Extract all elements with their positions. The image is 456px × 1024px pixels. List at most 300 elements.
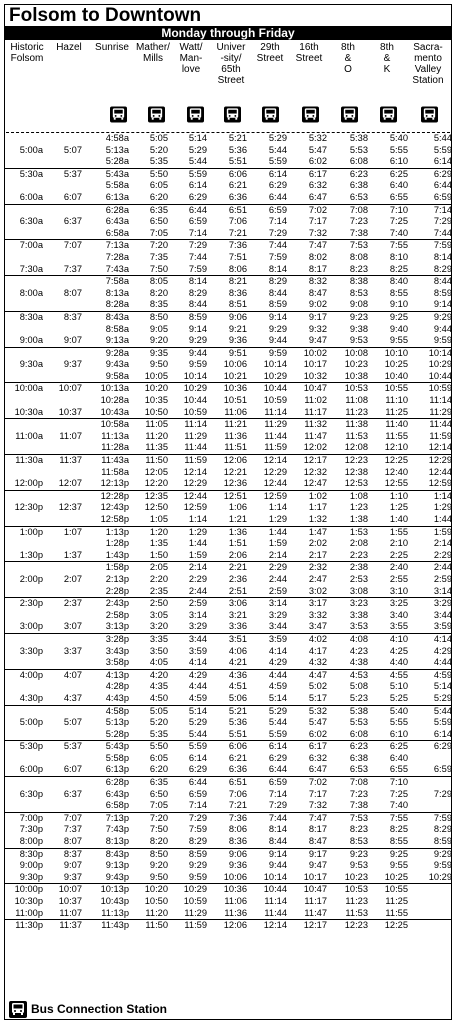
time-cell: 3:00p [19,621,43,632]
time-cell: 9:43a [105,359,129,370]
time-cell: 8:32 [287,276,327,288]
time-cell: 4:13p [82,669,129,681]
table-row [5,657,452,669]
time-cell: 7:23 [349,788,368,799]
time-cell: 9:08 [349,299,368,310]
time-cell: 6:38 [349,180,368,191]
time-cell: 7:55 [368,240,408,252]
time-cell: 5:02 [308,681,327,692]
time-cell: 4:02 [287,633,327,645]
time-cell: 11:44 [264,430,287,441]
time-cell: 12:44 [428,466,452,477]
time-cell: 7:07 [43,240,82,252]
time-cell: 12:23 [327,455,368,467]
time-cell: 1:14 [268,502,287,513]
time-cell: 2:20 [149,573,168,584]
time-cell [5,156,43,168]
time-cell: 6:59 [188,788,207,799]
time-cell [43,419,82,431]
time-cell: 9:40 [389,323,408,334]
table-row [5,502,452,514]
time-cell: 10:53 [327,884,368,896]
time-cell: 6:07 [63,191,82,202]
table-row [5,407,452,419]
time-cell: 8:47 [308,836,327,847]
time-cell: 7:32 [308,800,327,811]
time-cell: 12:06 [207,920,247,932]
time-cell: 12:38 [344,466,368,477]
time-cell: 12:14 [183,466,207,477]
time-cell [5,133,43,145]
time-cell: 6:37 [63,216,82,227]
time-cell: 3:38 [349,609,368,620]
time-cell: 7:55 [368,812,408,824]
time-cell: 11:25 [385,896,408,906]
time-cell: 4:10 [368,633,408,645]
time-cell: 9:00a [19,335,43,346]
time-cell: 9:59 [247,347,287,359]
time-cell: 7:13a [82,240,129,252]
time-cell: 11:25 [385,406,408,417]
time-cell: 8:14 [168,276,207,288]
time-cell: 12:55 [384,478,408,489]
time-cell: 11:35 [145,442,168,453]
time-cell: 12:29 [183,478,207,489]
time-cell: 11:50 [129,920,168,932]
time-cell: 10:02 [287,347,327,359]
time-cell [5,753,43,765]
time-cell [43,753,82,765]
time-cell: 6:37 [63,788,82,799]
time-cell: 12:51 [207,490,247,502]
time-cell: 11:13p [101,907,129,918]
time-cell: 8:21 [207,276,247,288]
time-cell: 11:21 [207,419,247,431]
time-cell: 8:25 [389,263,408,274]
time-cell: 1:59 [268,538,287,549]
time-cell: 10:29 [168,383,207,395]
time-cell: 1:30p [19,549,43,560]
time-cell: 4:14 [408,633,452,645]
time-cell: 10:25 [384,359,408,370]
time-cell [43,514,82,526]
time-cell: 5:44 [268,717,287,728]
time-cell [43,681,82,693]
time-cell: 8:50 [129,311,168,323]
time-cell [43,442,82,454]
time-cell: 1:28p [105,538,129,549]
time-cell: 8:07 [63,287,82,298]
table-row [5,288,452,300]
table-row [5,371,452,383]
time-cell: 11:59 [168,455,207,467]
time-cell: 4:07 [43,669,82,681]
time-cell: 6:59 [433,191,452,202]
time-cell: 9:14 [247,848,287,860]
time-cell [5,419,43,431]
time-cell: 11:08 [345,395,368,406]
time-cell: 12:13p [100,478,129,489]
time-cell: 5:58p [105,752,129,763]
time-cell: 9:13p [105,860,129,871]
time-cell: 10:29 [168,884,207,896]
time-cell: 3:59 [247,633,287,645]
time-cell: 6:17 [287,168,327,180]
time-cell: 5:05 [149,133,168,143]
time-cell: 2:29 [188,573,207,584]
time-cell: 4:38 [349,657,368,668]
time-cell: 6:32 [308,180,327,191]
time-cell: 6:05 [149,752,168,763]
time-cell: 2:53 [349,573,368,584]
time-cell [43,324,82,336]
time-cell: 2:40 [368,562,408,574]
time-cell [43,371,82,383]
time-cell: 7:21 [228,227,247,238]
time-cell: 12:02 [303,442,327,453]
time-cell: 1:13p [82,526,129,538]
time-cell: 6:10 [389,728,408,739]
time-cell: 6:17 [287,741,327,753]
time-cell: 11:14 [429,395,452,406]
time-cell: 5:55 [389,717,408,728]
time-cell: 1:14 [188,514,207,524]
time-cell: 1:00p [5,526,43,538]
time-cell: 10:37 [58,896,82,906]
time-cell: 12:59 [247,490,287,502]
table-row [5,669,452,681]
bus-icon [262,106,279,123]
time-cell: 8:02 [308,251,327,262]
table-row [5,156,452,168]
time-cell: 9:35 [129,347,168,359]
time-cell: 11:53 [345,907,368,918]
time-cell: 10:43p [100,896,129,906]
time-cell: 8:29 [188,836,207,847]
time-cell: 5:10 [389,681,408,692]
time-cell: 6:08 [349,728,368,739]
time-cell: 1:07 [43,526,82,538]
time-cell: 7:17 [308,788,327,799]
time-cell: 3:43p [105,645,129,656]
time-cell: 10:37 [58,406,82,417]
table-row [5,359,452,371]
time-cell [43,156,82,168]
time-cell: 9:59 [188,359,207,370]
time-cell: 8:05 [129,276,168,288]
time-cell: 5:51 [228,728,247,739]
time-cell: 8:13p [105,836,129,847]
table-row [5,729,452,741]
time-cell [43,633,82,645]
time-cell: 9:37 [63,871,82,882]
time-cell: 8:20 [149,836,168,847]
time-cell: 5:58a [105,180,129,191]
time-cell: 12:28p [82,490,129,502]
table-row [5,383,452,395]
table-row [5,621,452,633]
time-cell: 11:00p [15,907,43,918]
time-cell: 11:20 [145,907,168,918]
time-cell: 3:14 [247,598,287,610]
time-cell: 6:25 [368,168,408,180]
time-cell: 9:53 [349,860,368,871]
time-cell: 3:59 [433,621,452,632]
time-cell: 11:13a [101,430,129,441]
time-cell: 7:36 [207,240,247,252]
column-header: 29th Street [256,42,284,64]
time-cell: 6:36 [228,191,247,202]
time-cell: 4:53 [327,669,368,681]
time-cell: 10:10 [368,347,408,359]
time-cell: 10:59 [408,383,452,395]
table-row [5,419,452,431]
time-cell: 3:02 [308,585,327,596]
time-cell [5,800,43,812]
time-cell: 6:14 [433,156,452,167]
table-row [5,884,452,896]
time-cell: 12:58p [100,514,129,524]
time-cell: 6:23 [327,741,368,753]
time-cell: 6:43a [105,216,129,227]
time-cell: 7:59 [188,263,207,274]
time-cell: 10:07 [43,884,82,896]
time-cell: 6:58a [105,227,129,238]
time-cell: 2:37 [43,598,82,610]
time-cell [5,204,43,216]
time-cell: 2:51 [228,585,247,596]
time-cell: 6:14 [247,741,287,753]
time-cell: 4:29 [268,657,287,668]
table-row [5,717,452,729]
time-cell: 10:58a [82,419,129,431]
time-cell: 10:30p [14,896,43,906]
time-cell: 8:30p [5,848,43,860]
time-cell: 6:36 [228,764,247,775]
time-cell: 9:13a [105,335,129,346]
time-cell: 9:25 [368,848,408,860]
time-cell: 1:51 [228,538,247,549]
time-cell: 6:55 [389,764,408,775]
time-cell: 10:21 [223,370,247,381]
table-row [5,860,452,872]
time-cell: 8:44 [268,836,287,847]
time-cell: 4:59 [188,692,207,703]
time-cell: 1:43p [105,549,129,560]
time-cell: 8:30a [5,311,43,323]
table-row [5,681,452,693]
time-cell: 7:25 [389,788,408,799]
time-cell: 12:29 [263,466,287,477]
table-row [5,789,452,801]
time-cell: 4:25 [389,645,408,656]
time-cell [5,324,43,336]
time-cell [408,920,452,932]
table-row [5,872,452,884]
time-cell: 7:29 [433,788,452,799]
time-cell: 6:40 [389,752,408,763]
time-cell: 3:44 [268,621,287,632]
time-cell: 5:32 [287,705,327,717]
time-cell: 10:59 [263,395,287,406]
time-cell: 5:40 [368,705,408,717]
time-cell: 6:05 [149,180,168,191]
time-cell: 11:00a [15,430,43,441]
time-cell: 10:32 [303,370,327,381]
table-row [5,598,452,610]
time-cell [43,586,82,598]
time-cell: 3:35 [129,633,168,645]
time-cell [408,753,452,765]
time-cell: 12:44 [263,478,287,489]
time-cell: 8:35 [149,299,168,310]
table-row [5,526,452,538]
time-cell: 7:23 [349,216,368,227]
time-cell [5,371,43,383]
time-cell: 6:02 [308,728,327,739]
table-row [5,836,452,848]
time-cell: 9:44 [168,347,207,359]
time-cell: 10:14 [263,871,287,882]
time-cell: 4:06 [228,645,247,656]
time-cell: 5:44 [268,144,287,155]
time-cell: 8:25 [389,824,408,835]
time-cell: 9:30p [19,871,43,882]
time-cell: 11:37 [43,455,82,467]
time-cell: 5:29 [433,692,452,703]
time-cell: 6:51 [207,204,247,216]
time-cell: 7:59 [408,240,452,252]
time-cell: 10:23 [344,871,368,882]
time-cell: 9:02 [308,299,327,310]
table-row [5,192,452,204]
time-cell: 4:43p [105,692,129,703]
time-cell: 11:55 [385,907,408,918]
time-cell: 8:28a [105,299,129,310]
time-cell: 9:36 [228,860,247,871]
time-cell: 2:36 [228,573,247,584]
time-cell: 12:14 [247,455,287,467]
time-cell: 12:29 [408,455,452,467]
time-cell: 6:51 [207,777,247,789]
service-days-banner: Monday through Friday [5,26,451,40]
time-cell: 2:28p [105,585,129,596]
table-row [5,633,452,645]
time-cell: 2:10 [389,538,408,549]
time-cell: 8:07 [63,836,82,847]
time-cell: 9:50 [149,871,168,882]
time-cell: 10:06 [223,871,247,882]
time-cell: 6:38 [349,752,368,763]
time-cell [43,538,82,550]
table-row [5,514,452,526]
table-row [5,442,452,454]
time-cell: 10:14 [408,347,452,359]
time-cell: 2:29 [247,562,287,574]
time-cell: 6:35 [129,204,168,216]
time-cell: 1:29 [433,502,452,513]
time-cell: 9:23 [327,311,368,323]
time-cell: 4:44 [188,681,207,692]
page-title: Folsom to Downtown [9,5,202,26]
time-cell: 5:40 [389,133,408,143]
time-cell: 2:00p [19,573,43,584]
time-cell: 6:13p [105,764,129,775]
time-cell: 11:28a [101,442,129,453]
time-cell: 5:29 [188,717,207,728]
time-cell: 6:43p [105,788,129,799]
time-cell: 7:30p [19,824,43,835]
time-cell: 3:53 [349,621,368,632]
time-cell: 12:17 [287,920,327,932]
time-cell: 2:29 [433,549,452,560]
table-row [5,574,452,586]
time-cell: 7:43p [105,824,129,835]
time-cell: 11:17 [304,406,327,417]
table-row [5,145,452,157]
time-cell [5,347,43,359]
time-cell: 9:23 [327,848,368,860]
time-cell: 4:40 [389,657,408,668]
time-cell: 4:30p [19,692,43,703]
time-cell: 5:14 [188,133,207,143]
time-cell: 7:13p [82,812,129,824]
time-cell: 9:32 [308,323,327,334]
time-cell: 6:21 [228,180,247,191]
time-cell: 7:50 [149,263,168,274]
time-cell: 5:37 [43,168,82,180]
table-row [5,299,452,311]
time-cell: 7:14 [408,204,452,216]
time-cell [5,538,43,550]
column-header: 8th & K [380,42,394,75]
time-cell: 8:06 [228,263,247,274]
time-cell: 2:23 [349,549,368,560]
bus-icon [148,106,165,123]
time-cell: 1:53 [327,526,368,538]
time-cell: 8:50 [129,848,168,860]
time-cell: 10:44 [247,884,287,896]
time-cell: 6:47 [308,764,327,775]
time-cell: 1:25 [389,502,408,513]
time-cell: 10:05 [144,370,168,381]
time-cell: 5:23 [349,692,368,703]
time-cell [43,347,82,359]
time-cell: 12:32 [303,466,327,477]
time-cell [408,884,452,896]
time-cell: 6:13a [105,191,129,202]
time-cell: 4:00p [5,669,43,681]
time-cell: 5:32 [308,133,327,143]
time-cell: 11:30a [5,455,43,467]
time-cell: 2:32 [287,562,327,574]
time-cell: 10:07 [43,383,82,395]
time-cell: 2:30p [5,598,43,610]
time-cell: 8:55 [389,836,408,847]
time-cell: 1:44 [247,526,287,538]
table-row [5,562,452,574]
time-cell: 3:08 [349,585,368,596]
time-cell: 6:53 [349,764,368,775]
time-cell: 9:38 [349,323,368,334]
time-cell: 2:21 [207,562,247,574]
time-cell: 12:40 [384,466,408,477]
column-header: 16th Street [295,42,323,64]
time-cell: 5:20 [149,717,168,728]
column-header: Sunrise [95,42,129,53]
time-cell: 7:06 [228,788,247,799]
time-cell: 3:29 [408,598,452,610]
